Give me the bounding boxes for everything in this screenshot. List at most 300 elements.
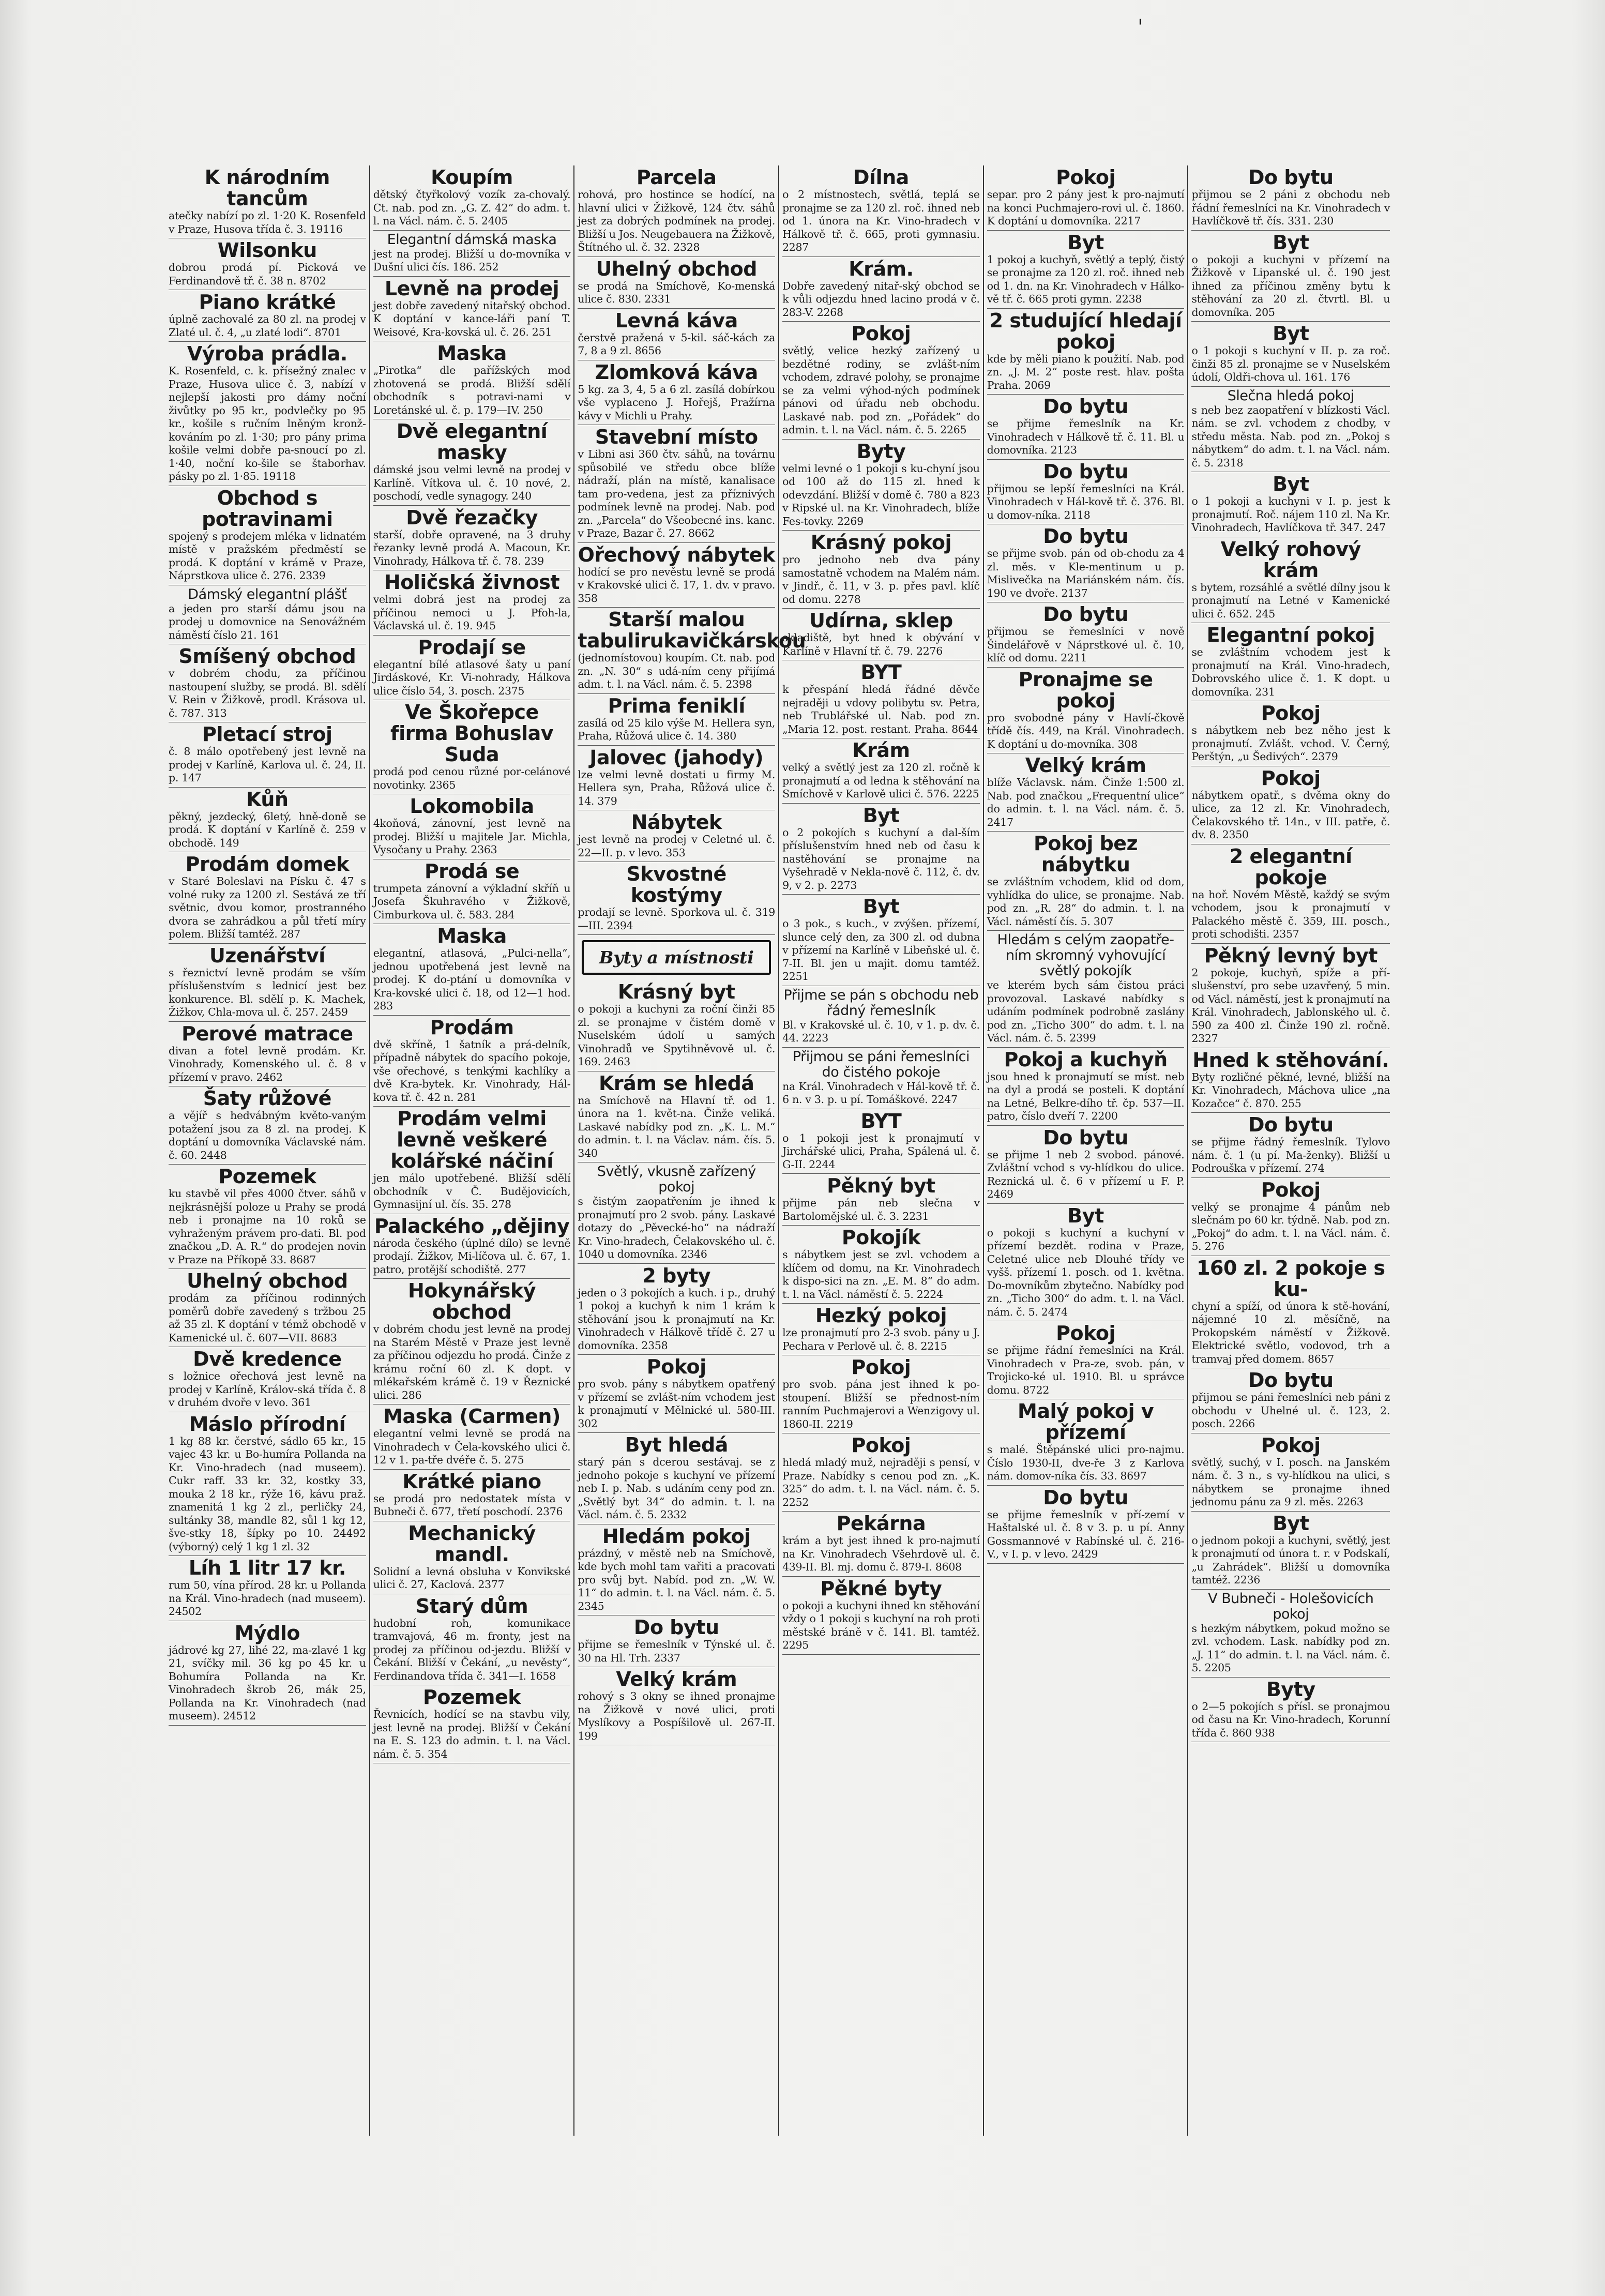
ad-body: o jednom pokoji a kuchyni, světlý, jest k pronajmutí od února t. r. v Podskalí, „u Zahrádek“. Bližší u domovníka tamtéž. 2236: [1191, 1534, 1390, 1586]
classified-ad: [169, 238, 366, 290]
ad-headline: Maska: [437, 925, 507, 947]
ad-body: se přijme 1 neb 2 svobod. pánové. Zvláštní vchod s vy-hlídkou do ulice. Reznická ul. č. 6 v přízemí u F. P. 2469: [987, 1148, 1185, 1200]
column-3: [574, 165, 806, 2136]
ad-headline: Líh 1 litr 17 kr.: [188, 1557, 346, 1579]
ad-body: atečky nabízí po zl. 1·20 K. Rosenfeld v Praze, Husova třída č. 3. 19116: [169, 209, 366, 235]
ad-body: lze pronajmutí pro 2-3 svob. pány u J. Pechara v Perlově ul. č. 8. 2215: [782, 1326, 980, 1352]
ad-headline: 2 studující hledají pokoj: [989, 309, 1182, 353]
classified-ad: [169, 1022, 366, 1087]
ad-headline: Výroba prádla.: [187, 342, 347, 365]
classified-ad: [373, 1470, 571, 1521]
ad-body: spojený s prodejem mléka v lidnatém místě v pražském předměstí se prodá. K doptání v krámě v Praze, Náprstkova ulice č. 276. 2339: [169, 530, 366, 582]
classified-ad: [782, 322, 980, 440]
ad-headline: Pokoj: [851, 1356, 911, 1379]
classified-ad: [373, 1404, 571, 1470]
ad-body: přijme se řemeslník v Týnské ul. č. 30 na Hl. Trh. 2337: [578, 1638, 776, 1664]
ad-body: nábytkem opatř., s dvěma okny do ulice, za 12 zl. Kr. Vinohradech, Čelakovského tř. 14n., v III. patře, č. dv. 8. 2350: [1191, 789, 1390, 841]
ad-body: prázdný, v městě neb na Smíchově, kde bych mohl tam vařiti a pracovati pro svůj byt. Nabíd. pod zn. „W. W. 11“ do admin. t. l. na Václ. nám. č. 5. 2345: [578, 1547, 776, 1612]
classified-ad: [1191, 387, 1390, 473]
ad-body: 1 pokoj a kuchyň, světlý a teplý, čistý se pronajme za 120 zl. roč. ihned neb od 1. dn. na Kr. Vinohradech v Hálko-vě tř. č. 665 proti gymn. 2238: [987, 253, 1185, 305]
ad-body: na hoř. Novém Městě, každý se svým vchodem, jsou k pronajmutí v Palackého městě č. 359, III. posch., proti schodišti. 2357: [1191, 888, 1390, 940]
ad-body: a vějíř s hedvábným květo-vaným potažení jsou za 8 zl. na prodej. K doptání u domovníka Václavské nám. č. 60. 2448: [169, 1109, 366, 1161]
ad-body: trumpeta zánovní a výkladní skříň u Josefa Škuhravého v Žižkově, Cimburkova ul. č. 583. 284: [373, 882, 571, 921]
ad-body: č. 8 málo opotřebený jest levně na prodej v Karlíně, Karlova ul. č. 24, II. p. 147: [169, 745, 366, 784]
ad-body: o 2 místnostech, světlá, teplá se pronajme se za 120 zl. roč. ihned neb od 1. února na Kr. Vino-hradech v Hálkově tř. č. 665, proti gymnasiu. 2287: [782, 188, 980, 253]
ad-body: světlý, suchý, v I. posch. na Janském nám. č. 3 n., s vy-hlídkou na ulici, s nábytkem se pronajme ihned jednomu pánu za 9 zl. měs. 2263: [1191, 1456, 1390, 1508]
ad-headline: Elegantní dámská maska: [387, 231, 557, 248]
classified-ad: [169, 944, 366, 1022]
ad-headline: Do bytu: [1248, 1369, 1334, 1392]
ad-body: ku stavbě vil přes 4000 čtver. sáhů v nejkrásnější poloze u Prahy se prodá neb i pronajme na 10 roků se vyhraženým právem pro-dati. Bl. pod značkou „D. A. R.“ do prodejen novin v Praze na Příkopě 33. 8687: [169, 1187, 366, 1266]
ad-headline: Pronajme se pokoj: [1018, 668, 1153, 712]
ad-headline: Byt: [1067, 231, 1104, 254]
ad-headline: Prodám: [430, 1016, 514, 1039]
classified-ad: [987, 931, 1185, 1048]
ad-body: Solidní a levná obsluha v Konvikské ulici č. 27, Kaclová. 2377: [373, 1565, 571, 1591]
ad-headline: Nábytek: [631, 811, 722, 834]
ad-body: „Pirotka“ dle pařížských mod zhotovená se prodá. Bližší sdělí obchodník s potravi-nami v Loretánské ul. č. p. 179—IV. 250: [373, 364, 571, 416]
ad-headline: Byt: [1273, 473, 1309, 495]
ad-headline: Hledám s celým zaopatře-ním skromný vyhovující světlý pokojík: [997, 932, 1174, 979]
classified-ad: [987, 1048, 1185, 1126]
classified-ad: [1191, 1113, 1390, 1178]
ad-headline: Holičská živnost: [384, 571, 560, 594]
classified-ad: [578, 360, 775, 426]
ad-headline: Světlý, vkusně zařízený pokoj: [597, 1164, 756, 1195]
classified-ad: [987, 231, 1185, 309]
classified-ad: [169, 165, 366, 238]
ad-body: rohová, pro hostince se hodící, na hlavní ulici v Žižkově, 124 čtv. sáhů jest za dobrých podmínek na prodej. Bližší u Jos. Neugebauera na Žižkově, Štítného ul. č. 32. 2328: [578, 188, 776, 253]
ad-body: Bl. v Krakovské ul. č. 10, v 1. p. dv. č. 44. 2223: [782, 1018, 980, 1044]
classified-ad: [578, 694, 775, 746]
ad-body: blíže Václavsk. nám. Činže 1:500 zl. Nab. pod značkou „Frequentní ulice“ do admin. t. l. na Václ. nám. č. 5. 2417: [987, 776, 1185, 828]
ad-body: o 1 pokoji a kuchyni v I. p. jest k pronajmutí. Roč. nájem 110 zl. Na Kr. Vinohradech, Havlíčkova tř. 347. 247: [1191, 495, 1390, 534]
classified-ad: [1191, 766, 1390, 844]
ad-body: Řevnicích, hodící se na stavbu vily, jest levně na prodej. Bližší v Čekání na E. S. 123 do admin. t. l. na Václ. nám. č. 5. 354: [373, 1708, 571, 1760]
classified-ad: [169, 1347, 366, 1412]
classified-ad: [373, 700, 571, 794]
ad-headline: Elegantní pokoj: [1206, 624, 1375, 646]
ad-headline: Starý dům: [415, 1594, 528, 1618]
ad-headline: BYT: [860, 661, 902, 684]
classified-ad: [1191, 322, 1390, 387]
ad-headline: Uhelný obchod: [187, 1270, 348, 1292]
ad-headline: Prima feniklí: [608, 694, 745, 717]
ad-headline: Krám: [852, 739, 910, 762]
classified-ad: [578, 1071, 775, 1163]
ad-body: dvě skříně, 1 šatník a prá-delník, případně nábytek do spacího pokoje, vše ořechové, s tenkými kachlíky a dvě Kra-bytek. Kr. Vinohrady, Hál-kova tř. č. 42 n. 281: [373, 1038, 571, 1104]
ad-body: přijmou se řemeslníci v nově Šindelářově v Náprstkové ul. č. 10, klíč od domu. 2211: [987, 625, 1185, 664]
ad-body: národa českého (úplné dílo) se levně prodají. Žižkov, Mi-líčova ul. č. 67, 1. patro, protější schodiště. 277: [373, 1236, 571, 1276]
ad-headline: Velký krám: [1025, 754, 1146, 777]
classified-ad: [578, 1162, 775, 1264]
column-6: [1188, 165, 1393, 2136]
classified-ad: [1191, 537, 1390, 624]
classified-ad: [987, 309, 1185, 395]
ad-headline: Parcela: [636, 166, 717, 189]
classified-ad: [578, 1355, 775, 1433]
ad-headline: Do bytu: [1248, 1113, 1334, 1136]
ad-headline: Lokomobila: [410, 795, 534, 818]
ad-body: a jeden pro starší dámu jsou na prodej u domovnice na Senovážném náměstí číslo 21. 161: [169, 602, 366, 641]
ad-headline: Pletací stroj: [202, 723, 332, 746]
ad-headline: Byt hledá: [625, 1433, 728, 1456]
classified-ad: [373, 506, 571, 571]
ad-headline: Pozemek: [423, 1686, 521, 1709]
classified-ad: [373, 165, 571, 231]
ad-body: se přijme řemeslník v pří-zemí v Haštalské ul. č. 8 v 3. p. u pí. Anny Gossmannové v Rabínské ul. č. 216-V., v I. p. v levo. 2429: [987, 1508, 1185, 1560]
classified-ad: [987, 460, 1185, 525]
ad-body: dobrou prodá pí. Picková ve Ferdinandově tř. č. 38 n. 8702: [169, 261, 366, 287]
ad-body: s hezkým nábytkem, pokud možno se zvl. vchodem. Lask. nabídky pod zn. „J. 11“ do admin. t. l. na Václ. nám. č. 5. 2205: [1191, 1622, 1390, 1674]
ad-headline: Byt: [1067, 1204, 1104, 1227]
ad-body: pěkný, jezdecký, 6letý, hně-doně se prodá. K doptání v Karlíně č. 259 v obchodě. 149: [169, 810, 366, 849]
ad-headline: Velký rohový krám: [1220, 537, 1361, 582]
ad-headline: 2 elegantní pokoje: [1229, 844, 1352, 889]
classified-ad: [169, 1086, 366, 1165]
ad-headline: Velký krám: [616, 1668, 737, 1690]
classified-ad: [1191, 1678, 1390, 1743]
ad-headline: Smíšený obchod: [178, 645, 356, 668]
classified-ad: [1191, 944, 1390, 1048]
ad-body: prodají se levně. Sporkova ul. č. 319—III. 2394: [578, 906, 776, 932]
classified-ad: [1191, 1512, 1390, 1590]
ad-body: o 2—5 pokojích s přísl. se pronajmou od času na Kr. Vino-hradech, Korunní třída č. 860 938: [1191, 1700, 1390, 1739]
classified-ad: [1191, 1368, 1390, 1433]
ad-body: pro svob. pána jest ihned k po-stoupení. Bližší se přednost-ním ranním Puchmajerovi a Wenzigovy ul. 1860-II. 2219: [782, 1378, 980, 1430]
ad-headline: Pokoj: [1261, 1178, 1321, 1201]
classified-ad: [782, 895, 980, 986]
classified-ad: [373, 924, 571, 1016]
ad-headline: Pokoj: [1261, 702, 1321, 724]
classified-ad: [987, 668, 1185, 754]
ad-headline: K národním tancům: [204, 166, 330, 210]
classified-ad: [782, 165, 980, 257]
ad-headline: Dílna: [853, 166, 909, 189]
ad-headline: Zlomková káva: [595, 360, 758, 384]
ad-headline: 2 byty: [642, 1264, 710, 1287]
classified-ad: [578, 1615, 775, 1667]
classified-ad: [169, 1165, 366, 1269]
ad-body: hudobní roh, komunikace tramvajová, 46 m. fronty, jest na prodej za příčinou od-jezdu. Bližší v Čekání. Bližší v Čekání, „u nevěsty“, Ferdinandova třída č. 341—I. 1658: [373, 1617, 571, 1682]
ad-body: jen málo upotřebené. Bližší sdělí obchodník v Č. Budějovicích, Gymnasijní ul. čís. 35. 278: [373, 1172, 571, 1211]
classified-ad: [578, 257, 775, 309]
ad-headline: Krásný byt: [617, 980, 735, 1003]
ad-headline: Mechanický mandl.: [408, 1521, 536, 1566]
ad-headline: Pokoj: [1056, 166, 1116, 189]
classified-ad: [578, 1524, 775, 1616]
classified-ad: [373, 1685, 571, 1763]
ad-headline: Dvě řezačky: [406, 506, 538, 529]
ad-body: jest levně na prodej v Celetné ul. č. 22—II. p. v levo. 353: [578, 833, 776, 859]
ad-body: o 2 pokojích s kuchyní a dal-ším příslušenstvím hned neb od času k nastěhování se pronajme na Vyšehradě v Nekla-nově č. 112, č. dv. 9, v 2. p. 2273: [782, 826, 980, 892]
ad-body: čerstvě pražená v 5-kil. sáč-kách za 7, 8 a 9 zl. 8656: [578, 331, 776, 357]
ad-body: s řeznictví levně prodám se vším příslušenstvím s lednicí jest bez konkurence. Bl. sdělí p. K. Machek, Žižkov, Chla-mova ul. č. 257. 2459: [169, 966, 366, 1018]
classified-ad: [782, 986, 980, 1048]
ad-headline: Do bytu: [1043, 603, 1128, 626]
section-label: Byty a místnosti: [582, 940, 771, 975]
ad-headline: Dvě kredence: [193, 1348, 342, 1370]
ad-body: se přijme řádný řemeslník. Tylovo nám. č. 1 (u pí. Ma-ženky). Bližší u Podrouška v přízemí. 274: [1191, 1136, 1390, 1174]
ad-headline: Pokojík: [841, 1226, 920, 1249]
ad-headline: Pekárna: [836, 1512, 926, 1535]
classified-ad: [987, 1399, 1185, 1486]
ad-body: se prodá na Smíchově, Ko-menská ulice č. 830. 2331: [578, 279, 776, 305]
column-2: [370, 165, 575, 2136]
ad-headline: Palackého „dějiny: [374, 1214, 570, 1237]
classified-ad: [373, 277, 571, 342]
ad-body: zasílá od 25 kilo výše M. Hellera syn, Praha, Růžová ulice č. 14. 380: [578, 716, 776, 742]
ad-headline: Krásný pokoj: [810, 531, 951, 554]
ad-headline: Skvostné kostýmy: [626, 863, 726, 907]
classified-ad: [373, 1279, 571, 1404]
ad-body: jádrové kg 27, lihé 22, ma-zlavé 1 kg 21, svíčky mil. 36 kg po 45 kr. u Bohumíra Pollanda na Kr. Vinohradech škrob 26, mák 25, Pollanda na Kr. Vinohradech (nad museem). 24512: [169, 1643, 366, 1722]
classified-ad: [578, 1264, 775, 1355]
classified-ad: [782, 804, 980, 895]
ad-headline: Pěkný byt: [827, 1174, 935, 1197]
classified-ad: [169, 342, 366, 486]
classified-ad: [373, 231, 571, 277]
classified-ad: [373, 859, 571, 925]
ad-body: s čistým zaopatřením je ihned k pronajmutí pro 2 svob. pány. Laskavé dotazy do „Pěvecké-ho“ na nádraží Kr. Vino-hradech, Čelakovského ul. č. 1040 u domovníka. 2346: [578, 1195, 776, 1260]
classified-ad: [169, 1556, 366, 1621]
classified-ad: [1191, 1433, 1390, 1512]
classified-ad: [373, 636, 571, 701]
classified-ad: [1191, 1256, 1390, 1369]
column-5: [984, 165, 1189, 2136]
ad-body: hledá mladý muž, nejraději s pensí, v Praze. Nabídky s cenou pod zn. „K. 325“ do adm. t. l. na Václ. nám. č. 5. 2252: [782, 1456, 980, 1508]
ad-body: světlý, velice hezký zařízený u bezdětné rodiny, se zvlášt-ním vchodem, zdravé polohy, se pronajme se za velmi výhod-ných podmínek pánovi od úřadu neb obchodu. Laskavé nab. pod zn. „Pořádek“ do admin. t. l. na Václ. nám. č. 5. 2265: [782, 344, 980, 436]
ad-body: separ. pro 2 pány jest k pro-najmutí na konci Puchmajero-rovi ul. č. 1860. K doptání u domovníka. 2217: [987, 188, 1185, 227]
ad-headline: Malý pokoj v přízemí: [1018, 1400, 1154, 1444]
classified-ad: [987, 1321, 1185, 1399]
ad-headline: Mýdlo: [234, 1621, 300, 1644]
ad-headline: Perové matrace: [181, 1022, 353, 1045]
ad-body: s ložnice ořechová jest levně na prodej v Karlíně, Králov-ská třída č. 8 v druhém dvoře v levo. 361: [169, 1370, 366, 1409]
ad-headline: Do bytu: [1043, 1126, 1128, 1149]
ad-headline: Do bytu: [1248, 166, 1334, 189]
ad-headline: Krám se hledá: [598, 1071, 754, 1095]
ad-body: 1 kg 88 kr. čerstvé, sádlo 65 kr., 15 vajec 43 kr. u Bo-humíra Pollanda na Kr. Vino-hradech (nad museem). Cukr raff. 33 kr. 32, kostky 33, mouka 2 18 kr., rýže 16, kávu praž. znamenitá 1 kg 2 zl., perličky 24, sultánky 38, mandle 82, sůl 1 kg 12, šve-stky 18, šípky po 10. 24492 (výborný) celý 1 kg 1 zl. 32: [169, 1434, 366, 1553]
ad-body: se přijme řádní řemeslníci na Král. Vinohradech v Pra-ze, svob. pán, v Trojicko-ké ul. 1910. Bl. u správce domu. 8722: [987, 1344, 1185, 1396]
ad-headline: Prodají se: [418, 636, 526, 659]
ad-headline: Dvě elegantní masky: [396, 420, 548, 464]
classified-ad: [987, 1204, 1185, 1322]
ad-headline: Levná káva: [615, 309, 738, 332]
ad-headline: Přijmou se páni řemeslníci do čistého pokoje: [792, 1048, 970, 1080]
classified-ad: [782, 609, 980, 660]
ad-headline: Levně na prodej: [384, 277, 559, 300]
classified-ad: [782, 1355, 980, 1433]
ad-body: v Staré Boleslavi na Písku č. 47 s volné ruky za 1200 zl. Sestává ze tří světnic, dvou komor, prostranného dvora se zahrádkou a půl třetí míry polem. Bližší tamtéž. 287: [169, 875, 366, 940]
ad-body: (jednomístovou) koupím. Ct. nab. pod zn. „N. 30“ s udá-ním ceny přijímá adm. t. l. na Václ. nám. č. 5. 2398: [578, 652, 776, 690]
ad-headline: Pokoj: [646, 1355, 706, 1378]
classified-ad: [782, 1304, 980, 1355]
ad-headline: 160 zl. 2 pokoje s ku-: [1197, 1256, 1385, 1301]
ad-body: s nábytkem neb bez něho jest k pronajmutí. Zvlášt. vchod. V. Černý, Perštýn, „u Šedivých“. 2379: [1191, 724, 1390, 763]
classified-ad: [782, 257, 980, 322]
classified-ad: [373, 341, 571, 419]
ad-headline: Máslo přírodní: [189, 1412, 346, 1436]
ad-body: se prodá pro nedostatek místa v Bubneči č. 677, třetí poschodí. 2376: [373, 1492, 571, 1518]
ad-headline: Pěkný levný byt: [1204, 944, 1377, 967]
classified-ad: [782, 660, 980, 738]
classified-ad: [373, 1594, 571, 1686]
ad-body: 2 pokoje, kuchyň, spíže a pří-slušenství, pro sebe uzavřený, 5 min. od Václ. náměstí, jest k pronajmutí na Král. Vinohradech, Jablonského ul. č. 590 za 400 zl. Činže 190 zl. ročně. 2327: [1191, 966, 1390, 1045]
classified-ad: [1191, 623, 1390, 701]
ad-body: k přespání hledá řádné děvče nejraději u vdovy polibytu sv. Petra, neb Trublářské ul. Nab. pod zn. „Maria 12. post. restant. Praha. 8644: [782, 683, 980, 735]
classified-ad: [1191, 231, 1390, 322]
ad-body: elegantní, atlasová, „Pulci-nella“, jednou upotřebená jest levně na prodej. K do-ptání u domovníka v Kra-kovské ulici č. 18, od 12—1 hod. 283: [373, 947, 571, 1012]
ad-body: jeden o 3 pokojích a kuch. i p., druhý 1 pokoj a kuchyň k nim 1 krám k stěhování jsou k pronajmutí na Kr. Vinohradech v Hálkově třídě č. 27 u domovníka. 2358: [578, 1286, 776, 1352]
ad-headline: Přijme se pán s obchodu neb řádný řemeslník: [783, 987, 979, 1019]
classified-ad: [1191, 472, 1390, 537]
ad-body: jest na prodej. Bližší u do-movníka v Dušní ulici čís. 186. 252: [373, 247, 571, 273]
ad-headline: Dámský elegantní plášť: [188, 586, 347, 602]
ad-body: úplně zachovalé za 80 zl. na prodej v Zlaté ul. č. 4, „u zlaté lodi“. 8701: [169, 313, 366, 339]
classified-ad: [782, 1433, 980, 1512]
ad-body: Dobře zavedený nitař-ský obchod se k vůli odjezdu hned lacino prodá v č. 283-V. 2268: [782, 279, 980, 319]
classified-ad: [987, 395, 1185, 460]
ad-body: rohový s 3 okny se ihned pronajme na Žižkově v nové ulici, proti Myslíkovy a Pospíšilově ul. 267-II. 199: [578, 1690, 776, 1742]
ad-headline: Pokoj: [1261, 1433, 1321, 1457]
ad-headline: Wilsonku: [217, 239, 317, 262]
ad-body: se přijme svob. pán od ob-chodu za 4 zl. měs. v Kle-mentinum u p. Mislivečka na Mariánském nám. čís. 190 ve dvoře. 2137: [987, 547, 1185, 599]
ad-body: v Libni asi 360 čtv. sáhů, na továrnu spůsobilé ve středu obce blíže nádraží, plán na místě, kanalisace tam pro-vedena, jest za příznivých podmínek levně na prodej. Nab. pod zn. „Parcela“ do Všeobecné ins. kanc. v Praze, Bazar č. 27. 8662: [578, 448, 776, 539]
classified-ad: [169, 290, 366, 342]
classified-ad: [987, 602, 1185, 668]
ad-body: s malé. Štěpánské ulici pro-najmu. Číslo 1930-II, dve-ře 3 z Karlova nám. domov-níka čís. 33. 8697: [987, 1443, 1185, 1482]
classified-ad: [782, 1174, 980, 1226]
classified-ad: [578, 746, 775, 811]
classified-ad: [578, 608, 806, 694]
ad-body: prodám za příčinou rodinných poměrů dobře zavedený s tržbou 25 až 35 zl. K doptání v témž obchodě v Kamenické ul. č. 607—VII. 8683: [169, 1292, 366, 1344]
ad-headline: Ořechový nábytek: [578, 543, 775, 566]
ad-body: dětský čtyřkolový vozík za-chovalý. Ct. nab. pod zn. „G. Z. 42“ do adm. t. l. na Václ. nám. č. 5. 2405: [373, 188, 571, 227]
ad-body: velmi dobrá jest na prodej za příčinou nemoci u J. Pfoh-la, Václavská ul. č. 19. 945: [373, 593, 571, 632]
ad-headline: Uhelný obchod: [596, 257, 757, 280]
classified-ad: [373, 1016, 571, 1107]
ad-headline: Starší malou tabulirukavičkárskou: [578, 608, 806, 652]
ad-body: jsou hned k pronajmutí se míst. neb na dyl a prodá se posteli. K doptání na Letné, Belkre-dího tř. čp. 537—II. patro, číslo dveří 7. 2200: [987, 1070, 1185, 1122]
classified-ad: [578, 309, 775, 360]
ad-headline: V Bubneči - Holešovicích pokoj: [1208, 1590, 1374, 1622]
ad-body: o pokoji s kuchyní a kuchyní v přízemí bezdět. rodina v Praze, Celetné ulice neb Dlouhé třídy ve vyšš. přízemí 1. posch. od 1. května. Do-movníkům zbytečno. Nabídky pod zn. „Ticho 300“ do adm. t. l. na Václ. nám. č. 5. 2474: [987, 1226, 1185, 1318]
ad-headline: Udírna, sklep: [809, 609, 953, 632]
ad-body: se zvláštním vchodem jest k pronajmutí na Král. Vino-hradech, Dobrovského ulice č. 1. K dopt. u domovníka. 231: [1191, 646, 1390, 698]
ad-headline: Pokoj: [1261, 766, 1321, 790]
ad-body: velký a světlý jest za 120 zl. ročně k pronajmutí a od ledna k stěhování na Smíchově v Karlově ulici č. 576. 2225: [782, 761, 980, 800]
ad-body: rum 50, vína přírod. 28 kr. u Pollanda na Král. Vino-hradech (nad museem). 24502: [169, 1579, 366, 1618]
ad-headline: Prodám domek: [185, 853, 349, 875]
ad-headline: Krám.: [849, 257, 914, 280]
ad-headline: Jalovec (jahody): [589, 746, 764, 769]
ad-headline: Byt: [1273, 1512, 1309, 1535]
classified-ad: [169, 852, 366, 944]
ad-body: krám a byt jest ihned k pro-najmutí na Kr. Vinohradech Všehrdově ul. č. 439-II. Bl. mj. domu č. 879-I. 8608: [782, 1534, 980, 1573]
classified-ad: [169, 1412, 366, 1557]
ad-body: skladiště, byt hned k obývání v Karlíně v Hlavní tř. č. 79. 2276: [782, 631, 980, 657]
ad-headline: Pěkné byty: [820, 1577, 942, 1600]
ad-headline: Maska: [437, 342, 507, 365]
ad-headline: Do bytu: [1043, 1486, 1128, 1509]
classified-ad: [578, 980, 775, 1071]
classified-ad: [1191, 1048, 1390, 1113]
ad-headline: Pokoj: [851, 1434, 911, 1457]
column-4: [779, 165, 984, 2136]
classified-ad: [373, 419, 571, 506]
classified-ad: [578, 1433, 775, 1524]
ad-headline: Byt: [862, 804, 900, 827]
ad-headline: Obchod s potravinami: [202, 486, 333, 531]
ad-body: velký se pronajme 4 pánům neb slečnám po 60 kr. týdně. Nab. pod zn. „Pokoj“ do adm. t. l. na Václ. nám. č. 5. 276: [1191, 1200, 1390, 1252]
ad-headline: Prodám velmi levně veškeré kolářské náčiní: [390, 1107, 553, 1172]
classified-ad: [169, 486, 366, 585]
ad-headline: Pokoj bez nábytku: [1034, 832, 1138, 876]
ad-body: o pokoji a kuchyni za roční činži 85 zl. se pronajme v čistém domě v Nuselském údolí u samých Vinohradů ve Spytihněvově ul. č. 169. 2463: [578, 1003, 776, 1068]
ad-body: o 1 pokoji s kuchyní v II. p. za roč. činži 85 zl. pronajme se v Nuselském údolí, Oldři-chova ul. 161. 176: [1191, 344, 1390, 383]
ad-headline: Šaty růžové: [203, 1087, 331, 1110]
classified-ad: [578, 862, 775, 935]
ad-body: v dobrém chodu jest levně na prodej na Starém Městě v Praze jest levně za příčinou odjezdu ho prodá. Činže z krámu roční 60 zl. K dopt. v mlékařském krámě č. 19 v Řeznické ulici. 286: [373, 1323, 571, 1401]
ad-headline: Krátké piano: [402, 1470, 541, 1493]
ad-body: chyní a spíží, od února k stě-hování, nájemné 10 zl. měsíčně, na Prokopském náměstí v Žižkově. Elektrické světlo, vodovod, trh a tramvaj před domem. 8657: [1191, 1300, 1390, 1365]
ad-body: přijmou se 2 páni z obchodu neb řádní řemeslníci na Kr. Vinohradech v Havlíčkově tř. čís. 331. 230: [1191, 188, 1390, 227]
ad-headline: Uzenářství: [209, 944, 325, 967]
ad-body: ve kterém bych sám čistou práci provozoval. Laskavé nabídky s udáním podmínek podrobně zaslány pod zn. „Ticho 300“ do adm. t. l. na Václ. nám. č. 5. 2399: [987, 979, 1185, 1044]
ad-headline: Do bytu: [1043, 460, 1128, 483]
ad-body: prodá pod cenou různé por-celánové novotinky. 2365: [373, 765, 571, 791]
classified-ad: [782, 738, 980, 804]
ad-body: 4koňová, zánovní, jest levně na prodej. Bližší u majitele Jar. Michla, Vysočany u Prahy. 2363: [373, 817, 571, 856]
ad-body: pro svob. pány s nábytkem opatřený v přízemí se zvlášt-ním vchodem jest k pronajmutí v Mělnické ul. 580-III. 302: [578, 1378, 776, 1430]
ad-body: elegantní bílé atlasové šaty u paní Jirdáskové, Kr. Vi-nohrady, Hálkova ulice číslo 54, 3. posch. 2375: [373, 658, 571, 697]
classified-ad: [1191, 165, 1390, 231]
classified-ad: [782, 440, 980, 531]
classified-ad: [1191, 1590, 1390, 1678]
ad-headline: Slečna hledá pokoj: [1227, 387, 1354, 404]
ad-body: s bytem, rozsáhlé a světlé dílny jsou k pronajmutí na Letné v Kamenické ulici č. 652. 245: [1191, 581, 1390, 620]
ad-headline: Pokoj: [851, 322, 911, 345]
ad-body: starý pán s dcerou sestávaj. se z jednoho pokoje s kuchyní ve přízemí neb I. p. Nab. s udáním ceny pod zn. „Světlý byt 34“ do admin. t. l. na Václ. nám. č. 5. 2332: [578, 1456, 776, 1521]
ad-headline: Pozemek: [218, 1165, 316, 1188]
ad-headline: Hezký pokoj: [815, 1304, 947, 1327]
ad-headline: Prodá se: [424, 859, 520, 883]
ad-body: starší, dobře opravené, na 3 druhy řezanky levně prodá A. Macoun, Kr. Vinohrady, Hálkova tř. č. 78. 239: [373, 528, 571, 567]
classified-ad: [578, 165, 775, 257]
ad-headline: Pokoj a kuchyň: [1004, 1048, 1168, 1071]
ad-headline: Byt: [862, 895, 900, 918]
ad-headline: Maska (Carmen): [383, 1405, 561, 1428]
ad-headline: Pokoj: [1056, 1322, 1116, 1345]
classified-ad: [782, 1048, 980, 1109]
column-1: [165, 165, 370, 2136]
ad-headline: Do bytu: [633, 1616, 719, 1639]
classified-ad: [169, 1269, 366, 1347]
classified-ad: [169, 722, 366, 788]
ad-body: lze velmi levně dostati u firmy M. Hellera syn, Praha, Růžová ulice č. 14. 379: [578, 768, 776, 807]
classified-ad: [1191, 844, 1390, 944]
classified-ad: [782, 1226, 980, 1304]
ad-body: o pokoji a kuchyni ihned kn stěhování vždy o 1 pokoji s kuchyní na roh proti městské bráně v č. 141. Bl. tamtéž. 2295: [782, 1599, 980, 1651]
top-mark: ': [1138, 16, 1143, 39]
classified-ad: [169, 644, 366, 722]
classified-ad: [578, 810, 775, 862]
ad-headline: Hokynářský obchod: [408, 1279, 536, 1323]
classified-ad: [987, 832, 1185, 931]
ad-headline: Do bytu: [1043, 395, 1128, 418]
classified-ad: [373, 570, 571, 636]
